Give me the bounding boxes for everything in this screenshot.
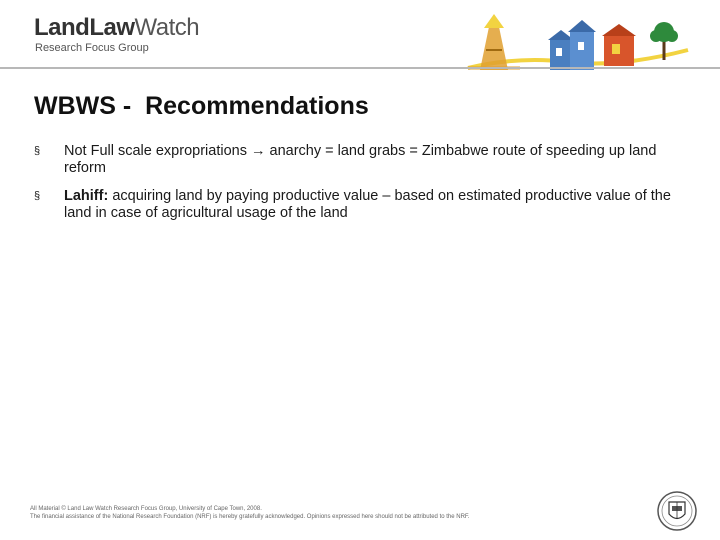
footer (30, 505, 650, 521)
footer-acknowledgement: The financial assistance of the National Research Foundation (NRF) is hereby gratefully acknowledged. Opinions expressed here should not be attributed to the NRF. (30, 514, 470, 520)
town-illustration-icon (458, 10, 698, 72)
bullet-item (34, 188, 674, 222)
slide-title: WBWS - Recommendations (34, 92, 369, 120)
footer-copyright: All Material © Land Law Watch Research Focus Group, University of Cape Town, 2008. (30, 506, 262, 512)
logo-land: Land (34, 14, 90, 41)
logo-law: Law (89, 14, 135, 41)
university-crest-icon (656, 487, 698, 535)
bullet-marker-icon: § (34, 145, 41, 157)
logo-subtitle: Research Focus Group (35, 42, 149, 54)
brand-logo (34, 14, 199, 42)
bullet-text: acquiring land by paying productive value – based on estimated productive value of the land in case of agricultural usage of the land (64, 188, 671, 221)
header (0, 0, 720, 70)
bullet-marker-icon: § (34, 190, 41, 202)
bullet-lead: Lahiff: (64, 188, 109, 204)
header-divider (0, 67, 720, 69)
bullet-list (34, 143, 674, 233)
logo-watch: Watch (134, 14, 200, 41)
bullet-item (34, 143, 674, 177)
bullet-text: Not Full scale expropriations → anarchy = land grabs = Zimbabwe route of speeding up land reform (64, 143, 657, 176)
